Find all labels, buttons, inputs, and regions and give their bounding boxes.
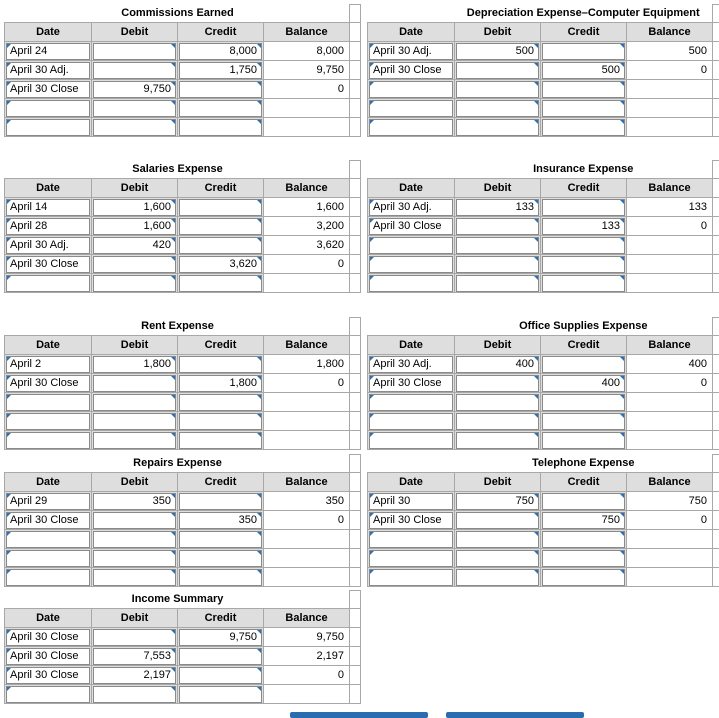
ledger-row [368,568,719,587]
balance-value: 0 [627,217,713,236]
ledger-row [368,61,719,80]
ledger-row [5,274,361,293]
balance-value: 133 [627,198,713,217]
ledger-row [5,355,361,374]
balance-value: 750 [627,492,713,511]
ledger-row [368,374,719,393]
ledger-row [5,80,361,99]
header-balance: Balance [627,336,713,355]
date-input[interactable] [369,550,453,567]
ledger-row [368,198,719,217]
date-input[interactable] [6,432,90,449]
date-input[interactable]: April 14 [6,199,90,216]
date-input[interactable]: April 30 Close [369,512,453,529]
date-input[interactable]: April 30 Close [6,512,90,529]
date-input[interactable] [6,275,90,292]
debit-input[interactable]: 133 [456,199,539,216]
debit-input[interactable] [93,550,176,567]
account-title: Telephone Expense [455,455,713,473]
credit-input[interactable] [179,667,262,684]
debit-input[interactable] [456,275,539,292]
balance-value: 350 [264,492,350,511]
date-input[interactable]: April 2 [6,356,90,373]
date-input[interactable] [6,100,90,117]
credit-input[interactable] [179,275,262,292]
header-credit: Credit [178,336,264,355]
header-credit: Credit [178,23,264,42]
account-title: Depreciation Expense–Computer Equipment [455,5,713,23]
debit-input[interactable] [456,413,539,430]
ledger-row [5,374,361,393]
debit-input[interactable] [456,218,539,235]
header-date: Date [5,473,92,492]
debit-input[interactable] [93,394,176,411]
debit-input[interactable] [93,686,176,703]
date-input[interactable] [6,569,90,586]
ledger-row [5,647,361,666]
ledger-row [368,412,719,431]
debit-input[interactable] [93,62,176,79]
ledger-row [5,61,361,80]
debit-input[interactable] [93,569,176,586]
debit-input[interactable] [93,43,176,60]
date-input[interactable]: April 30 Adj. [6,62,90,79]
credit-input[interactable] [179,550,262,567]
credit-input[interactable] [542,432,625,449]
date-input[interactable]: April 30 Close [6,256,90,273]
ledger-row [5,666,361,685]
credit-input[interactable] [179,569,262,586]
header-debit: Debit [455,473,541,492]
ledger-row [5,568,361,587]
debit-input[interactable] [93,629,176,646]
balance-value [627,236,713,255]
ledger-row [5,255,361,274]
header-credit: Credit [178,609,264,628]
ledger-salaries-expense [4,160,361,293]
debit-input[interactable]: 7,553 [93,648,176,665]
ledger-office-supplies-expense [367,317,719,450]
ledger-row [5,492,361,511]
debit-input[interactable] [93,375,176,392]
account-title: Repairs Expense [92,455,264,473]
date-input[interactable] [369,100,453,117]
ledger-row [368,255,719,274]
balance-value: 0 [627,511,713,530]
date-input[interactable] [6,413,90,430]
balance-value [264,431,350,450]
header-debit: Debit [92,473,178,492]
ledger-depreciation-expense-computer-equipment [367,4,719,137]
balance-value [264,118,350,137]
balance-value: 0 [264,666,350,685]
credit-input[interactable] [542,43,625,60]
debit-input[interactable]: 1,600 [93,218,176,235]
header-balance: Balance [264,473,350,492]
debit-input[interactable] [456,119,539,136]
date-input[interactable] [6,531,90,548]
date-input[interactable]: April 30 Close [369,62,453,79]
credit-input[interactable] [179,356,262,373]
balance-value [264,530,350,549]
header-date: Date [5,609,92,628]
debit-input[interactable] [456,512,539,529]
balance-value [627,393,713,412]
debit-input[interactable]: 2,197 [93,667,176,684]
credit-input[interactable] [542,531,625,548]
credit-input[interactable] [542,275,625,292]
account-title: Income Summary [92,591,264,609]
balance-value [627,530,713,549]
debit-input[interactable] [93,531,176,548]
debit-input[interactable]: 1,800 [93,356,176,373]
balance-value: 400 [627,355,713,374]
date-input[interactable] [369,432,453,449]
header-date: Date [368,473,455,492]
next-button[interactable] [446,712,584,718]
header-balance: Balance [264,336,350,355]
header-debit: Debit [92,23,178,42]
credit-input[interactable] [542,356,625,373]
date-input[interactable]: April 30 Adj. [369,43,453,60]
balance-value: 1,800 [264,355,350,374]
ledger-row [368,118,719,137]
account-title: Rent Expense [92,318,264,336]
ledger-row [368,274,719,293]
date-input[interactable]: April 28 [6,218,90,235]
balance-value: 9,750 [264,61,350,80]
date-input[interactable] [369,394,453,411]
debit-input[interactable] [456,550,539,567]
header-balance: Balance [264,179,350,198]
balance-value [264,393,350,412]
date-input[interactable]: April 24 [6,43,90,60]
credit-input[interactable]: 500 [542,62,625,79]
credit-input[interactable] [542,237,625,254]
balance-value: 9,750 [264,628,350,647]
debit-input[interactable] [93,275,176,292]
date-input[interactable]: April 30 [369,493,453,510]
ledger-income-summary [4,590,361,704]
credit-input[interactable] [542,119,625,136]
header-credit: Credit [541,473,627,492]
header-debit: Debit [455,179,541,198]
date-input[interactable] [6,686,90,703]
ledger-row [368,492,719,511]
credit-input[interactable] [542,199,625,216]
date-input[interactable]: April 30 Close [6,629,90,646]
ledger-row [368,355,719,374]
debit-input[interactable] [93,100,176,117]
header-debit: Debit [92,609,178,628]
date-input[interactable] [369,413,453,430]
credit-input[interactable] [179,199,262,216]
credit-input[interactable] [179,686,262,703]
credit-input[interactable]: 3,620 [179,256,262,273]
account-title: Salaries Expense [92,161,264,179]
credit-input[interactable]: 1,800 [179,375,262,392]
header-date: Date [368,23,455,42]
credit-input[interactable] [179,648,262,665]
date-input[interactable] [369,237,453,254]
balance-value [627,274,713,293]
header-credit: Credit [178,473,264,492]
date-input[interactable] [369,119,453,136]
balance-value: 0 [627,61,713,80]
header-balance: Balance [627,179,713,198]
debit-input[interactable] [456,569,539,586]
debit-input[interactable] [93,256,176,273]
ledger-row [368,393,719,412]
credit-input[interactable] [179,413,262,430]
credit-input[interactable] [179,394,262,411]
header-credit: Credit [541,179,627,198]
credit-input[interactable]: 350 [179,512,262,529]
ledger-row [368,80,719,99]
date-input[interactable]: April 30 Close [369,218,453,235]
balance-value: 8,000 [264,42,350,61]
debit-input[interactable] [93,413,176,430]
ledger-telephone-expense [367,454,719,587]
balance-value [264,685,350,704]
debit-input[interactable] [456,62,539,79]
header-debit: Debit [92,179,178,198]
ledger-row [5,393,361,412]
credit-input[interactable]: 9,750 [179,629,262,646]
balance-value: 0 [264,511,350,530]
balance-value [627,568,713,587]
credit-input[interactable]: 750 [542,512,625,529]
ledger-row [368,236,719,255]
header-debit: Debit [455,336,541,355]
balance-value [627,431,713,450]
debit-input[interactable]: 350 [93,493,176,510]
balance-value [627,412,713,431]
credit-input[interactable]: 133 [542,218,625,235]
ledger-row [368,549,719,568]
debit-input[interactable] [93,119,176,136]
date-input[interactable]: April 30 Adj. [369,356,453,373]
credit-input[interactable] [542,256,625,273]
debit-input[interactable] [456,256,539,273]
ledger-row [368,431,719,450]
balance-value: 0 [264,374,350,393]
balance-value [627,80,713,99]
ledger-row [5,198,361,217]
date-input[interactable] [369,275,453,292]
date-input[interactable]: April 30 Close [6,81,90,98]
date-input[interactable] [6,394,90,411]
date-input[interactable] [6,550,90,567]
ledger-row [5,549,361,568]
balance-value [264,568,350,587]
balance-value: 1,600 [264,198,350,217]
credit-input[interactable]: 400 [542,375,625,392]
debit-input[interactable] [93,512,176,529]
credit-input[interactable] [179,218,262,235]
balance-value [264,412,350,431]
date-input[interactable] [369,569,453,586]
credit-input[interactable]: 1,750 [179,62,262,79]
ledger-row [368,530,719,549]
ledger-row [5,412,361,431]
header-balance: Balance [627,23,713,42]
ledger-row [5,431,361,450]
balance-value [264,549,350,568]
debit-input[interactable]: 1,600 [93,199,176,216]
date-input[interactable]: April 30 Close [6,648,90,665]
ledger-insurance-expense [367,160,719,293]
credit-input[interactable] [179,432,262,449]
ledger-rent-expense [4,317,361,450]
debit-input[interactable] [456,237,539,254]
header-date: Date [5,179,92,198]
ledger-row [368,217,719,236]
ledger-row [5,42,361,61]
header-balance: Balance [627,473,713,492]
ledger-row [5,217,361,236]
header-date: Date [368,336,455,355]
debit-input[interactable] [456,100,539,117]
credit-input[interactable] [179,100,262,117]
ledger-row [368,99,719,118]
date-input[interactable]: April 30 Adj. [6,237,90,254]
header-debit: Debit [455,23,541,42]
credit-input[interactable] [179,81,262,98]
credit-input[interactable] [179,531,262,548]
credit-input[interactable] [179,493,262,510]
debit-input[interactable] [456,375,539,392]
date-input[interactable] [369,531,453,548]
credit-input[interactable] [542,81,625,98]
credit-input[interactable] [179,237,262,254]
header-credit: Credit [541,23,627,42]
account-title: Commissions Earned [92,5,264,23]
debit-input[interactable]: 500 [456,43,539,60]
header-debit: Debit [92,336,178,355]
ledger-repairs-expense [4,454,361,587]
header-date: Date [5,336,92,355]
date-input[interactable] [369,256,453,273]
debit-input[interactable]: 9,750 [93,81,176,98]
balance-value: 500 [627,42,713,61]
ledger-row [5,99,361,118]
date-input[interactable]: April 29 [6,493,90,510]
debit-input[interactable]: 400 [456,356,539,373]
ledger-row [368,42,719,61]
balance-value [264,99,350,118]
header-date: Date [5,23,92,42]
date-input[interactable]: April 30 Close [369,375,453,392]
date-input[interactable] [369,81,453,98]
ledger-row [5,236,361,255]
date-input[interactable]: April 30 Close [6,375,90,392]
balance-value [264,274,350,293]
balance-value [627,549,713,568]
debit-input[interactable]: 750 [456,493,539,510]
ledger-row [5,118,361,137]
credit-input[interactable] [542,569,625,586]
header-credit: Credit [541,336,627,355]
credit-input[interactable] [542,394,625,411]
header-balance: Balance [264,23,350,42]
ledger-row [368,511,719,530]
debit-input[interactable] [93,432,176,449]
header-date: Date [368,179,455,198]
credit-input[interactable] [542,550,625,567]
ledger-row [5,685,361,704]
balance-value: 0 [264,80,350,99]
debit-input[interactable] [456,394,539,411]
credit-input[interactable] [179,119,262,136]
debit-input[interactable] [456,81,539,98]
date-input[interactable]: April 30 Adj. [369,199,453,216]
balance-value: 3,200 [264,217,350,236]
debit-input[interactable]: 420 [93,237,176,254]
balance-value: 2,197 [264,647,350,666]
ledger-commissions-earned [4,4,361,137]
credit-input[interactable] [542,493,625,510]
balance-value: 3,620 [264,236,350,255]
account-title: Insurance Expense [455,161,713,179]
balance-value [627,99,713,118]
ledger-row [5,628,361,647]
balance-value: 0 [627,374,713,393]
credit-input[interactable] [542,100,625,117]
header-balance: Balance [264,609,350,628]
balance-value [627,255,713,274]
credit-input[interactable]: 8,000 [179,43,262,60]
credit-input[interactable] [542,413,625,430]
prev-button[interactable] [290,712,428,718]
ledger-row [5,530,361,549]
date-input[interactable] [6,119,90,136]
date-input[interactable]: April 30 Close [6,667,90,684]
header-credit: Credit [178,179,264,198]
balance-value [627,118,713,137]
account-title: Office Supplies Expense [455,318,713,336]
balance-value: 0 [264,255,350,274]
debit-input[interactable] [456,531,539,548]
ledger-row [5,511,361,530]
debit-input[interactable] [456,432,539,449]
